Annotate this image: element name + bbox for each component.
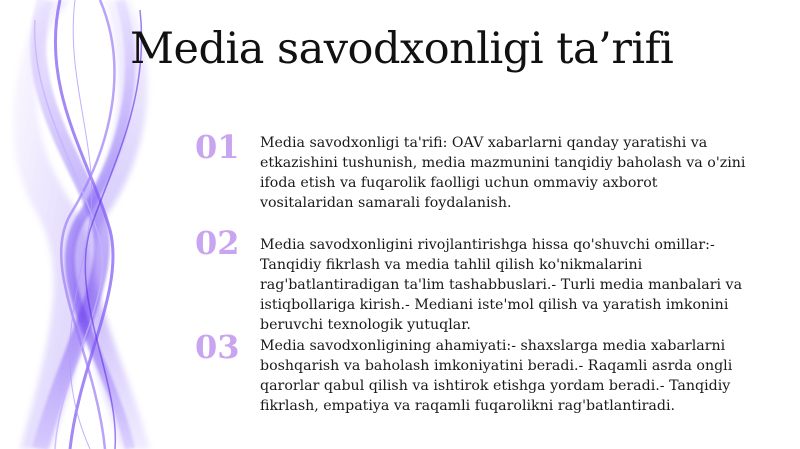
item-text: Media savodxonligining ahamiyati:- shaxslarga media xabarlarni boshqarish va baholash imkoniyatini beradi.- Raqamli asrda ongli qarorlar qabul qilish va ishtirok etishga yordam beradi.- Tanqidiy fikrlash, empatiya va raqamli fuqarolikni rag'batlantiradi.	[260, 338, 733, 414]
item-number: 01	[195, 128, 240, 166]
item-text: Media savodxonligini rivojlantirishga hissa qo'shuvchi omillar:- Tanqidiy fikrlash va media tahlil qilish ko'nikmalarini rag'batlantiradigan ta'lim tashabbuslari.- Turli media manbalari va istiqbollariga kirish.- Mediani iste'mol qilish va yaratish imkonini beruvchi texnologik yutuqlar.	[260, 237, 743, 333]
item-number: 03	[195, 328, 240, 366]
item-text: Media savodxonligi ta'rifi: OAV xabarlarni qanday yaratishi va etkazishini tushunish, media mazmunini tanqidiy baholash va o'zini ifoda etish va fuqarolik faolligi uchun ommaviy axborot vositalaridan samarali foydalanish.	[260, 135, 746, 211]
slide-title: Media savodxonligi ta’rifi	[130, 24, 674, 74]
item-number: 02	[195, 224, 240, 262]
